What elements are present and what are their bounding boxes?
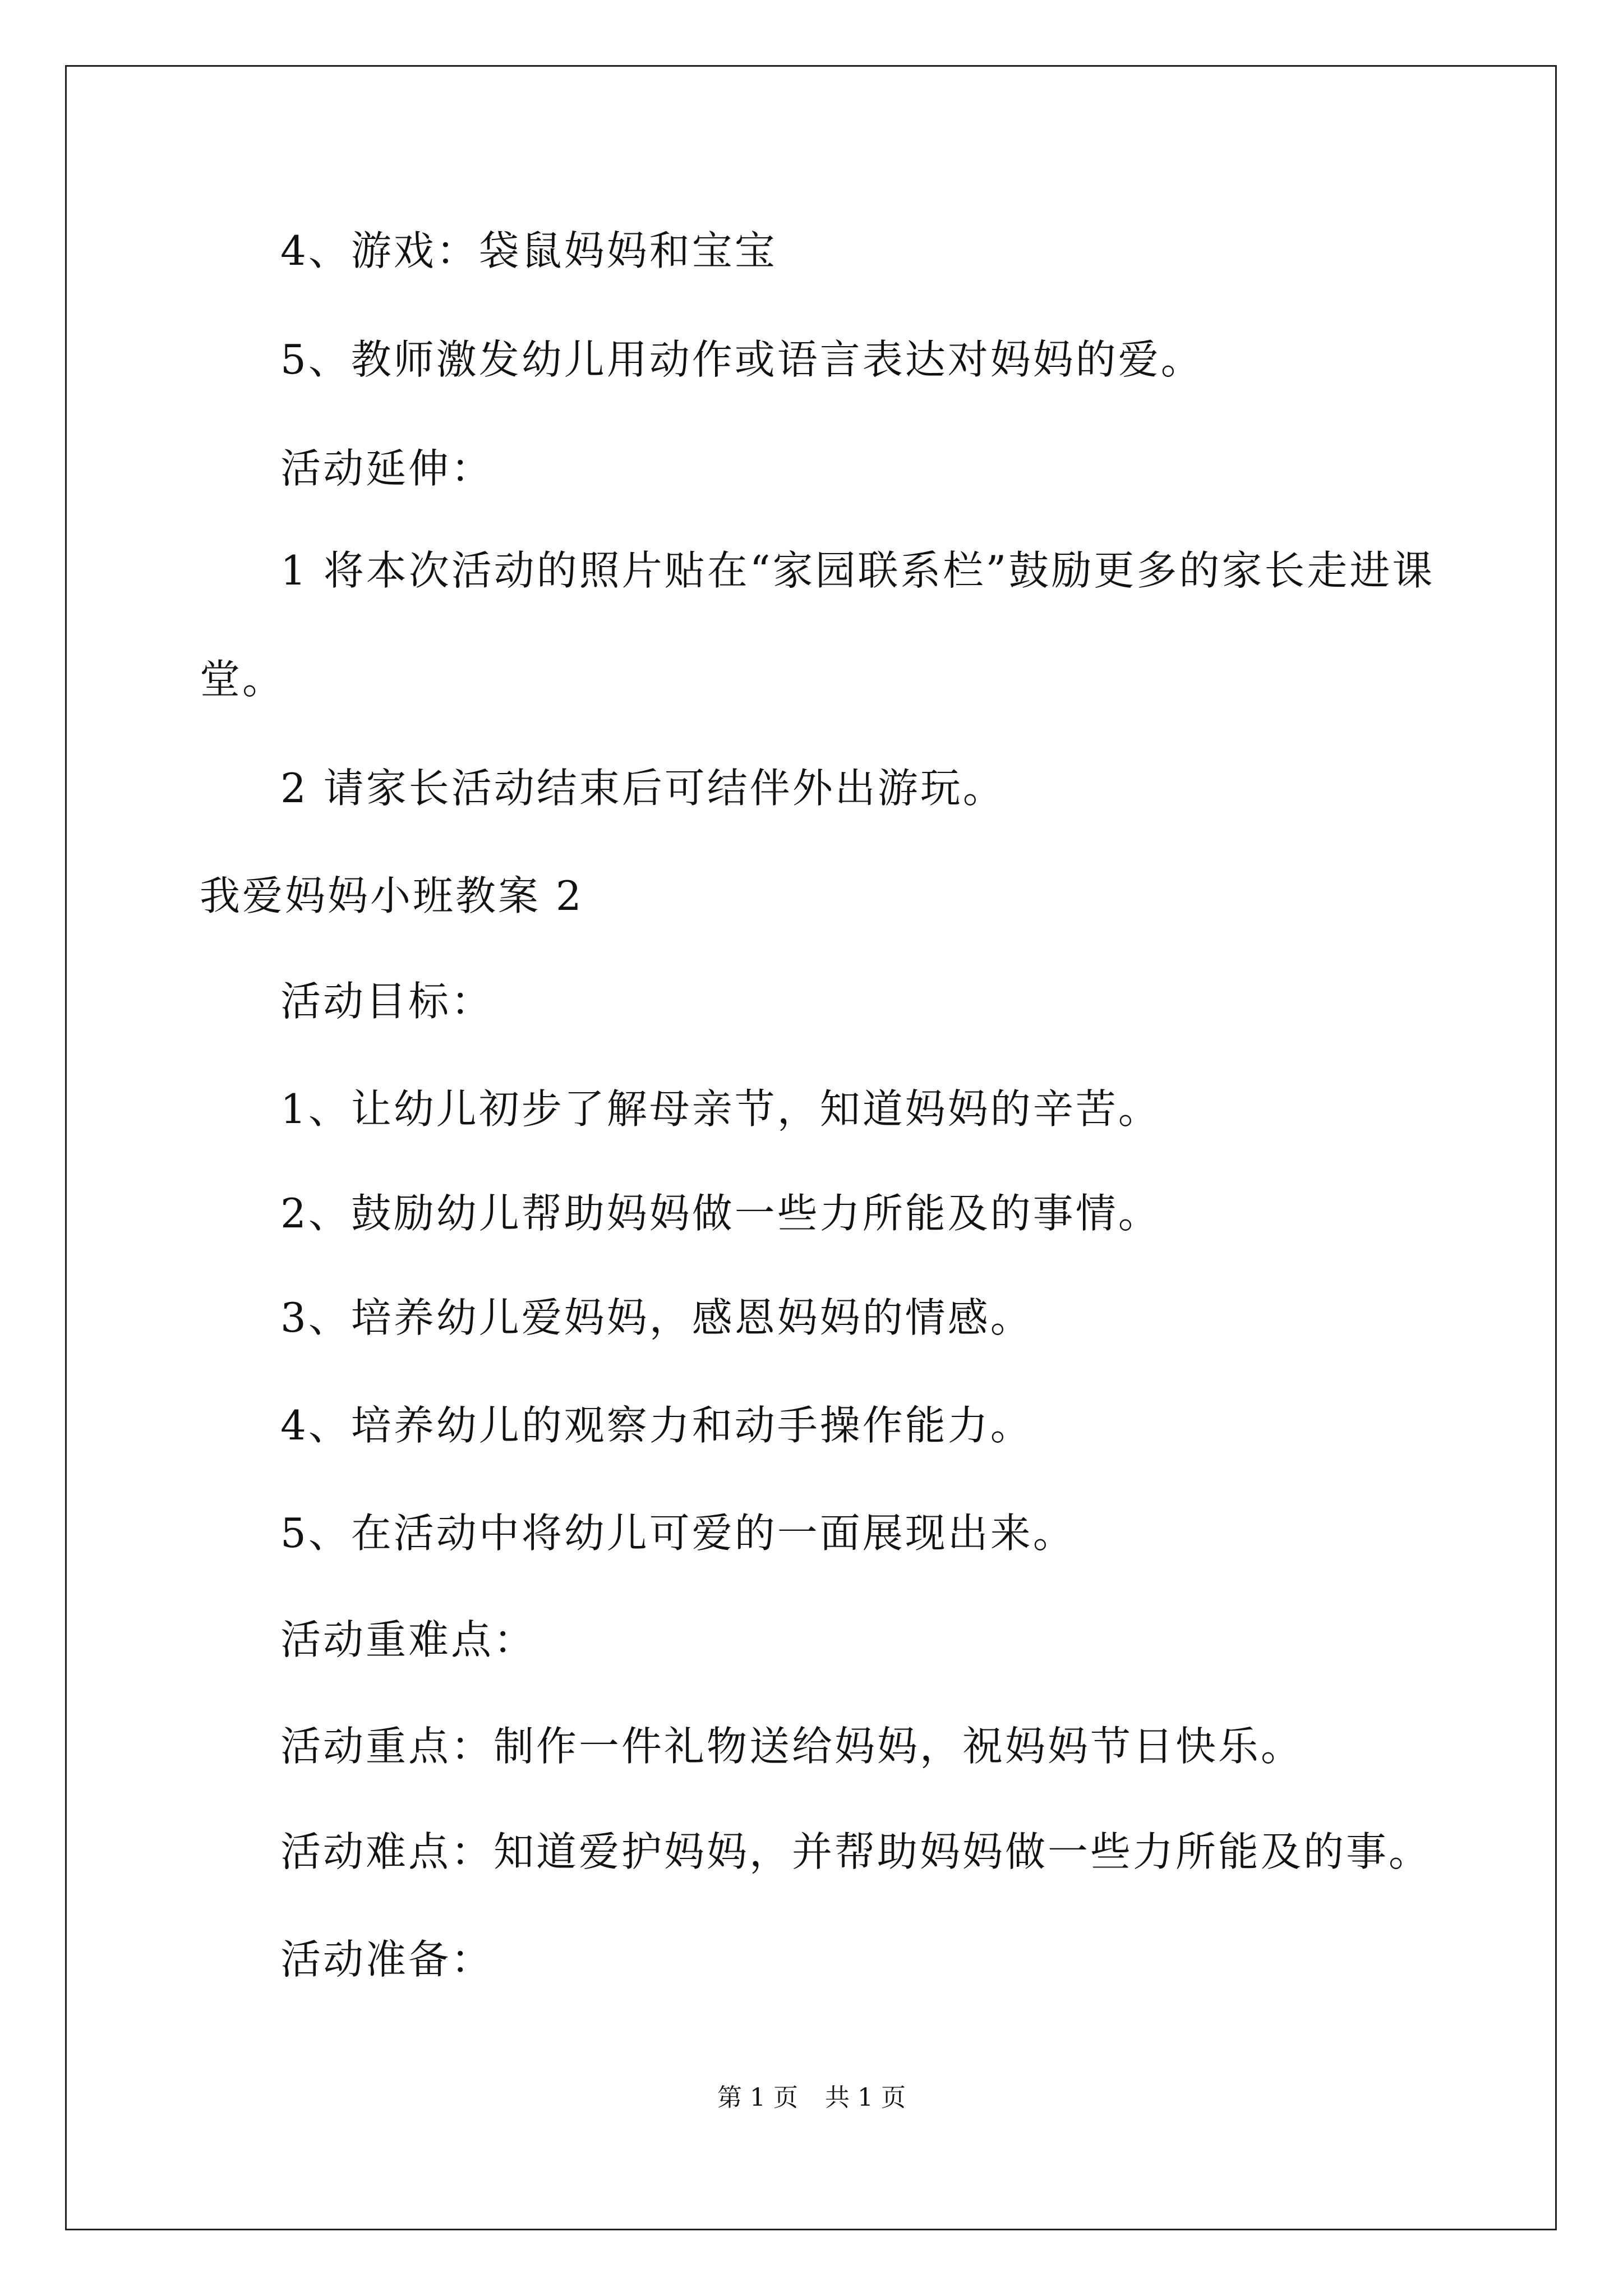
page-number: 第 1 页	[717, 2083, 798, 2112]
paragraph-game: 4、游戏：袋鼠妈妈和宝宝	[280, 227, 777, 274]
goal-item-3: 3、培养幼儿爱妈妈，感恩妈妈的情感。	[280, 1294, 1033, 1341]
goal-item-4: 4、培养幼儿的观察力和动手操作能力。	[280, 1402, 1033, 1449]
heading-key-difficulties: 活动重难点：	[280, 1616, 537, 1663]
page-total: 共 1 页	[825, 2083, 906, 2112]
goal-item-1: 1、让幼儿初步了解母亲节，知道妈妈的辛苦。	[280, 1085, 1161, 1133]
paragraph-photos-line1: 1 将本次活动的照片贴在“家园联系栏”鼓励更多的家长走进课	[280, 547, 1435, 594]
goal-item-5: 5、在活动中将幼儿可爱的一面展现出来。	[280, 1510, 1076, 1557]
paragraph-express-love: 5、教师激发幼儿用动作或语言表达对妈妈的爱。	[280, 336, 1204, 383]
page-border	[65, 65, 1557, 2230]
paragraph-difficulty: 活动难点：知道爱护妈妈，并帮助妈妈做一些力所能及的事。	[280, 1828, 1432, 1875]
paragraph-outing: 2 请家长活动结束后可结伴外出游玩。	[280, 765, 1006, 812]
heading-activity-preparation: 活动准备：	[280, 1936, 494, 1983]
paragraph-photos-line2: 堂。	[200, 656, 285, 703]
section-title-lesson-plan-2: 我爱妈妈小班教案 2	[200, 872, 584, 919]
heading-activity-goals: 活动目标：	[280, 978, 494, 1025]
heading-activity-extension: 活动延伸：	[280, 445, 494, 492]
paragraph-key-point: 活动重点：制作一件礼物送给妈妈，祝妈妈节日快乐。	[280, 1723, 1304, 1770]
page-footer	[0, 2082, 1623, 2114]
goal-item-2: 2、鼓励幼儿帮助妈妈做一些力所能及的事情。	[280, 1190, 1161, 1237]
